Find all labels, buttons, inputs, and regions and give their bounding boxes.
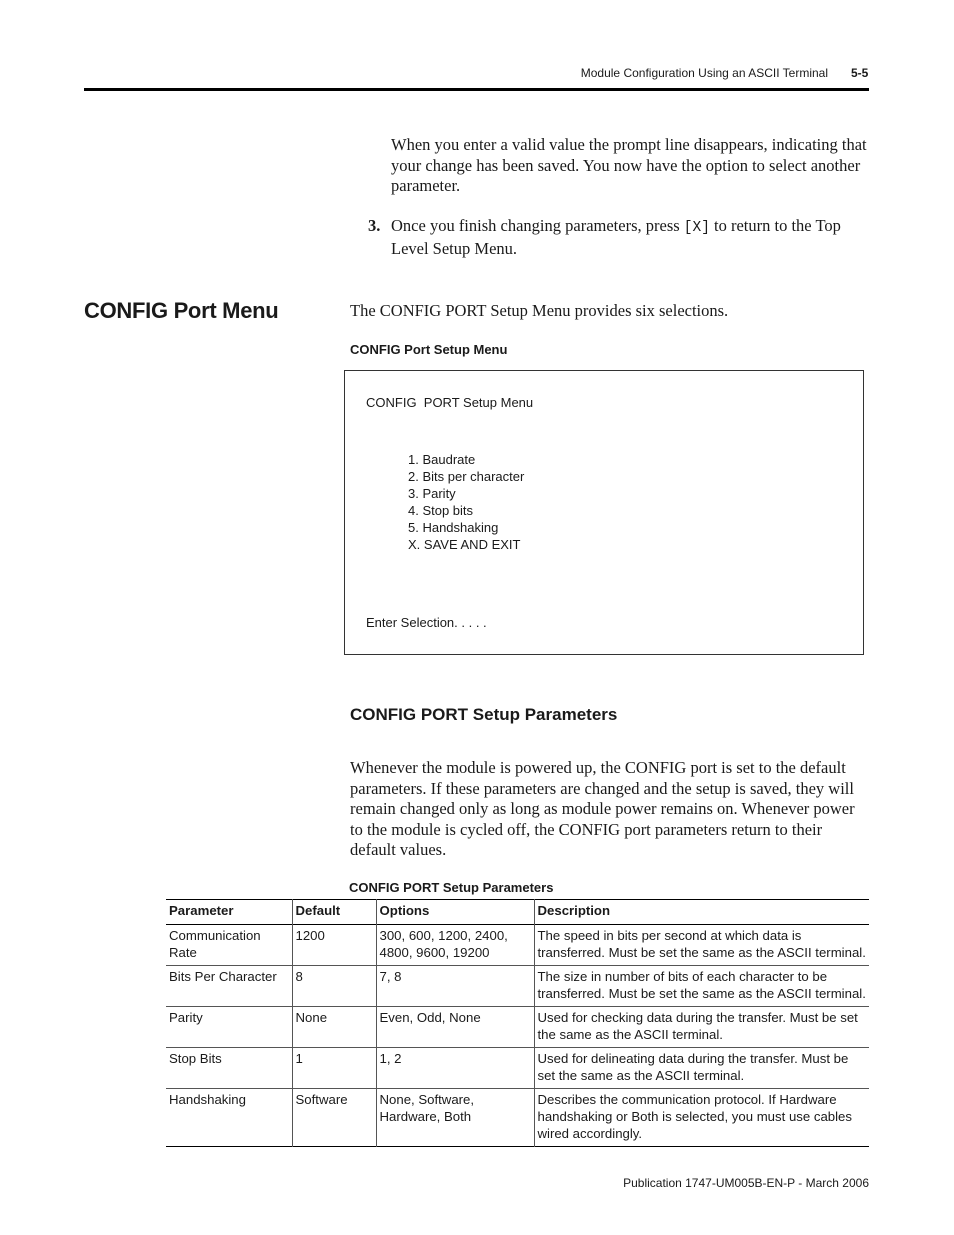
cell-options: 1, 2	[376, 1048, 534, 1089]
menu-item: 2. Bits per character	[408, 469, 525, 484]
cell-parameter: Stop Bits	[169, 1051, 222, 1066]
menu-item: X. SAVE AND EXIT	[408, 537, 521, 552]
table-row	[166, 966, 869, 1007]
cell-description: The size in number of bits of each character to be transferred. Must be set the same as the ASCII terminal.	[534, 966, 869, 1007]
cell-parameter: Communication Rate	[169, 928, 261, 960]
cell-options: Even, Odd, None	[376, 1007, 534, 1048]
menu-item: 4. Stop bits	[408, 503, 474, 518]
cell-description: The speed in bits per second at which data is transferred. Must be set the same as the ASCII terminal.	[534, 925, 869, 966]
subsection-paragraph: Whenever the module is powered up, the CONFIG port is set to the default parameters. If these parameters are changed and the setup is saved, they will remain changed only as long as module power remains on. Whenever power to the module is cycled off, the CONFIG port parameters return to their default values.	[350, 758, 855, 859]
header-rule	[84, 88, 869, 91]
figure-caption: CONFIG Port Setup Menu	[350, 342, 508, 357]
cell-description: Used for checking data during the transfer. Must be set the same as the ASCII terminal.	[534, 1007, 869, 1048]
cell-description: Describes the communication protocol. If Hardware handshaking or Both is selected, you must use cables wired accordingly.	[534, 1089, 869, 1147]
menu-list	[408, 451, 524, 553]
table-header-row	[166, 900, 869, 925]
step-number: 3.	[368, 216, 381, 235]
running-header-title: Module Configuration Using an ASCII Terminal	[580, 66, 828, 80]
step-text-before: Once you finish changing parameters, press	[391, 216, 684, 235]
cell-parameter: Bits Per Character	[169, 969, 277, 984]
cell-default: Software	[292, 1089, 376, 1147]
cell-parameter: Handshaking	[169, 1092, 246, 1107]
step-text	[391, 216, 869, 259]
cell-parameter: Parity	[169, 1010, 203, 1025]
cell-options: 300, 600, 1200, 2400, 4800, 9600, 19200	[376, 925, 534, 966]
cell-description: Used for delineating data during the transfer. Must be set the same as the ASCII terminal.	[534, 1048, 869, 1089]
column-header: Options	[376, 900, 534, 925]
cell-default: None	[292, 1007, 376, 1048]
table-row	[166, 1089, 869, 1147]
section-intro: The CONFIG PORT Setup Menu provides six selections.	[350, 301, 729, 320]
menu-screen-box	[344, 370, 864, 655]
section-title: CONFIG Port Menu	[84, 298, 279, 323]
table-caption: CONFIG PORT Setup Parameters	[349, 880, 554, 895]
intro-paragraph: When you enter a valid value the prompt line disappears, indicating that your change has been saved. You now have the option to select another parameter.	[391, 135, 867, 195]
cell-options: None, Software, Hardware, Both	[376, 1089, 534, 1147]
subsection-title: CONFIG PORT Setup Parameters	[350, 705, 618, 724]
key-label: [X]	[683, 220, 710, 236]
table-row	[166, 1048, 869, 1089]
page-number: 5-5	[851, 66, 869, 80]
menu-title: CONFIG PORT Setup Menu	[366, 395, 534, 410]
menu-item: 1. Baudrate	[408, 452, 476, 467]
menu-item: 3. Parity	[408, 486, 456, 501]
step-text-after: to return to the Top Level Setup Menu.	[391, 216, 841, 258]
column-header: Parameter	[169, 903, 234, 918]
column-header: Description	[534, 900, 869, 925]
cell-default: 8	[292, 966, 376, 1007]
table-row	[166, 925, 869, 966]
table-row	[166, 1007, 869, 1048]
menu-prompt: Enter Selection. . . . .	[366, 615, 487, 630]
parameters-table	[166, 899, 869, 1147]
column-header: Default	[292, 900, 376, 925]
menu-item: 5. Handshaking	[408, 520, 499, 535]
cell-options: 7, 8	[376, 966, 534, 1007]
footer-publication: Publication 1747-UM005B-EN-P - March 2006	[623, 1176, 869, 1190]
cell-default: 1200	[292, 925, 376, 966]
cell-default: 1	[292, 1048, 376, 1089]
